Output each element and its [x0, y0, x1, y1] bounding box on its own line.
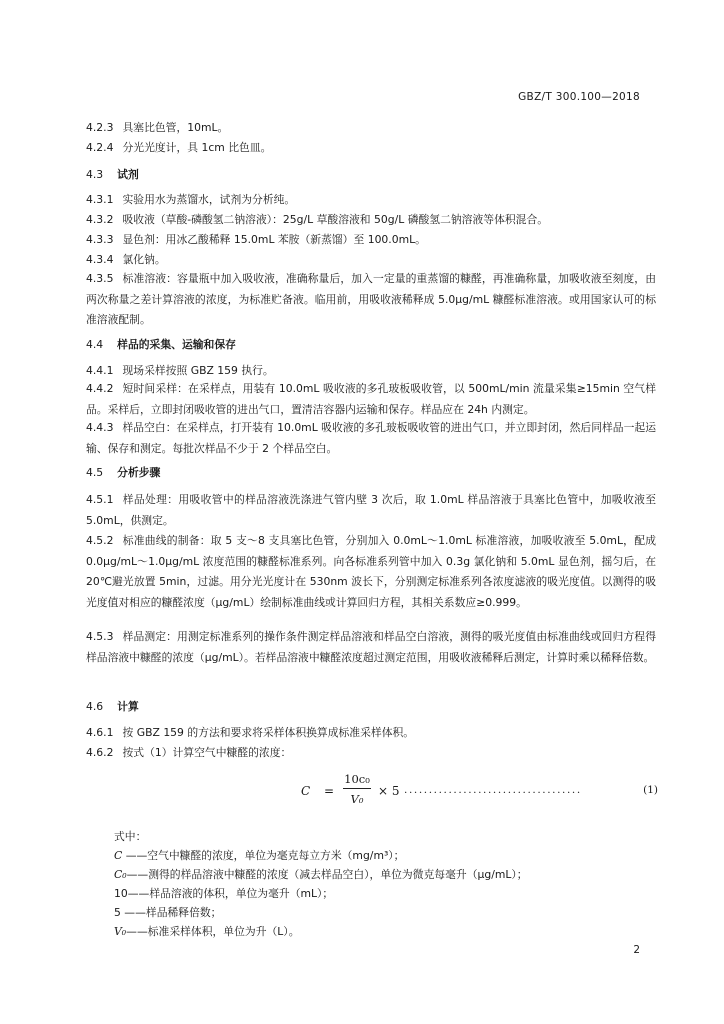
section-number: 4.6 — [86, 700, 104, 713]
clause-text: 显色剂：用冰乙酸稀释 15.0mL 苯胺（新蒸馏）至 100.0mL。 — [122, 233, 426, 246]
section-title: 分析步骤 — [117, 466, 161, 479]
clause-number: 4.4.1 — [86, 364, 114, 377]
section-title: 试剂 — [117, 168, 139, 181]
clause-number: 4.5.3 — [86, 630, 114, 643]
clause-4-4-1 — [86, 364, 656, 378]
formula-denominator: V₀ — [350, 792, 364, 806]
clause-text: 标准曲线的制备：取 5 支～8 支具塞比色管，分别加入 0.0mL～1.0mL 标准溶液，加吸收液至 5.0mL，配成 0.0μg/mL～1.0μg/mL 浓度范围的糠醛标准系列。向各标准系列管中加入 0.3g 氯化钠和 5.0mL 显色剂，摇匀后，在 20℃避光放置 5min，过滤。用分光光度计在 530nm 波长下，分别测定标准系列各浓度滤液的吸光度值。以测得的吸光度值对相应的糠醛浓度（μg/mL）绘制标准曲线或计算回归方程，其相关系数应≥0.999。 — [86, 534, 657, 609]
clause-number: 4.3.2 — [86, 213, 114, 226]
clause-4-3-2 — [86, 213, 656, 227]
section-number: 4.4 — [86, 338, 104, 351]
variable-symbol: C₀ — [114, 868, 127, 881]
clause-4-3-3 — [86, 233, 656, 247]
clause-4-4-3 — [86, 418, 656, 459]
clause-text: 样品处理：用吸收管中的样品溶液洗涤进气管内壁 3 次后，取 1.0mL 样品溶液于具塞比色管中，加吸收液至 5.0mL，供测定。 — [86, 493, 656, 527]
clause-number: 4.4.3 — [86, 421, 114, 434]
clause-4-4-2 — [86, 379, 656, 420]
variable-def-c0 — [114, 868, 528, 882]
page-number: 2 — [633, 944, 640, 956]
clause-text: 标准溶液：容量瓶中加入吸收液，准确称量后，加入一定量的重蒸馏的糠醛，再准确称量，加吸收液至刻度，由两次称量之差计算溶液的浓度，为标准贮备液。临用前，用吸收液稀释成 5.0μg/mL 糠醛标准溶液。或用国家认可的标准溶液配制。 — [86, 272, 656, 326]
variable-desc: ——样品溶液的体积，单位为毫升（mL）； — [127, 887, 334, 900]
section-number: 4.3 — [86, 168, 104, 181]
clause-text: 具塞比色管，10mL。 — [122, 121, 229, 134]
variable-symbol: 5 — [114, 906, 121, 919]
clause-number: 4.5.2 — [86, 534, 114, 547]
clause-text: 实验用水为蒸馏水，试剂为分析纯。 — [122, 193, 296, 206]
clause-number: 4.5.1 — [86, 493, 114, 506]
formula-leader-dots: .................................... — [404, 784, 582, 796]
variable-symbol: 10 — [114, 887, 128, 900]
clause-number: 4.2.4 — [86, 141, 114, 154]
clause-4-6-1 — [86, 726, 656, 740]
variable-def-v0 — [114, 925, 300, 939]
clause-text: 吸收液（草酸-磷酸氢二钠溶液）：25g/L 草酸溶液和 50g/L 磷酸氢二钠溶液等体积混合。 — [122, 213, 549, 226]
clause-4-6-2 — [86, 746, 656, 760]
formula-numerator: 10c₀ — [344, 772, 370, 786]
clause-text: 按式（1）计算空气中糠醛的浓度： — [122, 746, 292, 759]
clause-text: 现场采样按照 GBZ 159 执行。 — [122, 364, 274, 377]
variable-def-5 — [114, 906, 221, 920]
clause-4-5-3 — [86, 627, 656, 668]
equation-number: (1) — [643, 784, 658, 796]
variable-desc: ——测得的样品溶液中糠醛的浓度（减去样品空白），单位为微克每毫升（μg/mL）； — [126, 868, 528, 881]
formula-equals: = — [324, 784, 335, 798]
clause-4-3-4 — [86, 253, 656, 267]
fraction-bar — [343, 788, 371, 789]
variable-desc: ——样品稀释倍数； — [120, 906, 222, 919]
formula-1 — [298, 772, 658, 816]
variable-def-10 — [114, 887, 333, 901]
standard-code: GBZ/T 300.100—2018 — [518, 91, 640, 103]
clause-4-3-5 — [86, 269, 656, 331]
clause-number: 4.3.5 — [86, 272, 114, 285]
where-label: 式中： — [114, 830, 147, 843]
clause-text: 分光光度计，具 1cm 比色皿。 — [122, 141, 272, 154]
section-heading-4-6 — [86, 700, 656, 714]
variable-desc: ——空气中糠醛的浓度，单位为毫克每立方米（mg/m³）； — [122, 849, 405, 862]
variable-symbol: C — [114, 849, 123, 862]
clause-text: 样品空白：在采样点，打开装有 10.0mL 吸收液的多孔玻板吸收管的进出气口，并立即封闭，然后同样品一起运输、保存和测定。每批次样品不少于 2 个样品空白。 — [86, 421, 656, 455]
formula-multiplier: × 5 — [378, 784, 400, 798]
clause-number: 4.6.1 — [86, 726, 114, 739]
clause-4-2-4 — [86, 141, 656, 155]
section-heading-4-5 — [86, 466, 656, 480]
clause-4-5-2 — [86, 531, 656, 613]
clause-text: 短时间采样：在采样点，用装有 10.0mL 吸收液的多孔玻板吸收管，以 500mL/min 流量采集≥15min 空气样品。采样后，立即封闭吸收管的进出气口，置清洁容器内运输和保存。样品应在 24h 内测定。 — [86, 382, 656, 416]
clause-number: 4.3.3 — [86, 233, 114, 246]
formula-lhs: C — [301, 784, 311, 798]
section-title: 样品的采集、运输和保存 — [117, 338, 236, 351]
section-title: 计算 — [117, 700, 139, 713]
clause-text: 氯化钠。 — [122, 253, 166, 266]
variable-symbol: V₀ — [114, 925, 127, 938]
clause-number: 4.3.1 — [86, 193, 114, 206]
clause-number: 4.2.3 — [86, 121, 114, 134]
clause-text: 样品测定：用测定标准系列的操作条件测定样品溶液和样品空白溶液，测得的吸光度值由标准曲线或回归方程得样品溶液中糠醛的浓度（μg/mL）。若样品溶液中糠醛浓度超过测定范围，用吸收液稀释后测定，计算时乘以稀释倍数。 — [86, 630, 656, 664]
clause-4-3-1 — [86, 193, 656, 207]
section-heading-4-3 — [86, 168, 656, 182]
clause-text: 按 GBZ 159 的方法和要求将采样体积换算成标准采样体积。 — [122, 726, 415, 739]
clause-4-5-1 — [86, 490, 656, 531]
clause-number: 4.6.2 — [86, 746, 114, 759]
clause-number: 4.3.4 — [86, 253, 114, 266]
section-number: 4.5 — [86, 466, 104, 479]
variable-def-c — [114, 849, 404, 863]
clause-4-2-3 — [86, 121, 656, 135]
section-heading-4-4 — [86, 338, 656, 352]
formula-fraction — [343, 772, 371, 806]
clause-number: 4.4.2 — [86, 382, 114, 395]
variable-desc: ——标准采样体积，单位为升（L）。 — [126, 925, 300, 938]
